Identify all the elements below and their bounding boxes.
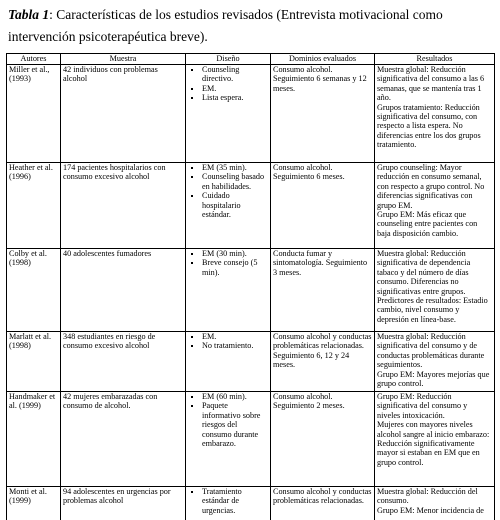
result-line: Grupo EM: Más eficaz que counseling entre pacientes con baja disposición cambio. — [377, 210, 478, 238]
result-line: Muestra global: Reducción significativa del consumo a las 6 semanas, que se mantenía tras 1 año. — [377, 65, 485, 103]
header-diseno: Diseño — [186, 54, 271, 65]
cell-autores: Colby et al. (1998) — [7, 249, 61, 332]
cell-muestra: 94 adolescentes en urgencias por problemas alcohol — [61, 487, 186, 520]
cell-muestra: 348 estudiantes en riesgo de consumo excesivo alcohol — [61, 332, 186, 392]
result-line: Grupos tratamiento: Reducción significativa del consumo, con respecto a lista espera. No diferencias entre los dos grupos tratamiento. — [377, 102, 481, 150]
cell-dominios: Consumo alcohol. Seguimiento 6 semanas y 12 meses. — [271, 65, 375, 163]
table-row — [7, 487, 495, 520]
cell-dominios: Consumo alcohol y conductas problemáticas relacionadas. Seguimiento 6, 12 y 24 meses. — [271, 332, 375, 392]
cell-diseno — [186, 332, 271, 392]
design-item: ▪ EM (30 min). — [202, 249, 268, 258]
caption-text: : Características de los estudios revisados (Entrevista motivacional como intervención psicoterapéutica breve). — [8, 7, 443, 44]
cell-muestra: 42 mujeres embarazadas con consumo de alcohol. — [61, 392, 186, 487]
cell-resultados — [375, 332, 495, 392]
design-item: ▪ Counseling directivo. — [202, 65, 268, 84]
result-line: Muestra global: Reducción significativa del consumo y de conductas problemáticas durante seguimientos. — [377, 332, 485, 370]
cell-resultados — [375, 392, 495, 487]
cell-diseno — [186, 487, 271, 520]
design-item: ▪ No tratamiento. — [202, 341, 268, 350]
cell-diseno — [186, 65, 271, 163]
cell-diseno — [186, 249, 271, 332]
design-item: ▪ Tratamiento estándar de urgencias. — [202, 487, 268, 515]
table-row — [7, 392, 495, 487]
result-line: Mujeres con mayores niveles alcohol sangre al inicio embarazo: Reducción significativamente mayor si estaban en EM que en grupo control. — [377, 420, 490, 467]
cell-resultados — [375, 249, 495, 332]
result-line: Predictores de resultados: Estadio cambio, nivel consumo y depresión en línea-base. — [377, 296, 488, 324]
cell-dominios: Consumo alcohol. Seguimiento 2 meses. — [271, 392, 375, 487]
design-item: ▪ EM. — [202, 84, 268, 93]
design-item: ▪ Counseling basado en habilidades. — [202, 172, 268, 191]
cell-resultados — [375, 163, 495, 249]
table-row — [7, 65, 495, 163]
cell-dominios: Consumo alcohol. Seguimiento 6 meses. — [271, 163, 375, 249]
header-autores: Autores — [7, 54, 61, 65]
header-row — [7, 54, 495, 65]
cell-dominios: Consumo alcohol y conductas problemáticas relacionadas. — [271, 487, 375, 520]
table-row — [7, 249, 495, 332]
design-item: ▪ Lista espera. — [202, 93, 268, 102]
cell-autores: Monti et al. (1999) — [7, 487, 61, 520]
result-line: Grupo counseling: Mayor reducción en consumo semanal, con respecto a grupo control. No diferencias significativas con grupo EM. — [377, 163, 485, 210]
design-item: ▪ EM (35 min). — [202, 163, 268, 172]
studies-table — [6, 53, 495, 520]
cell-diseno — [186, 163, 271, 249]
cell-dominios: Conducta fumar y sintomatología. Seguimiento 3 meses. — [271, 249, 375, 332]
cell-autores: Marlatt et al. (1998) — [7, 332, 61, 392]
header-dominios: Dominios evaluados — [271, 54, 375, 65]
result-line: Grupo EM: Menor incidencia de — [377, 505, 484, 515]
caption-label: Tabla 1 — [8, 7, 50, 22]
cell-resultados — [375, 487, 495, 520]
design-item: ▪ Cuidado hospitalario estándar. — [202, 191, 268, 219]
cell-diseno — [186, 392, 271, 487]
result-line: Grupo EM: Mayores mejorías que grupo control. — [377, 369, 490, 389]
cell-autores: Heather et al. (1996) — [7, 163, 61, 249]
cell-autores: Handmaker et al. (1999) — [7, 392, 61, 487]
cell-muestra: 174 pacientes hospitalarios con consumo excesivo alcohol — [61, 163, 186, 249]
design-item: ▪ EM (60 min). — [202, 392, 268, 401]
result-line: Muestra global: Reducción significativa de dependencia tabaco y del número de días consumo. Diferencias no significativas entre grupos. — [377, 249, 471, 296]
result-line: Grupo EM: Reducción significativa del consumo y niveles intoxicación. — [377, 392, 468, 420]
table-row — [7, 163, 495, 249]
cell-muestra: 40 adolescentes fumadores — [61, 249, 186, 332]
design-item: ▪ EM. — [202, 332, 268, 341]
result-line: Muestra global: Reducción del consumo. — [377, 487, 478, 506]
header-muestra: Muestra — [61, 54, 186, 65]
design-item: ▪ Breve consejo (5 min). — [202, 258, 268, 277]
header-resultados: Resultados — [375, 54, 495, 65]
cell-resultados — [375, 65, 495, 163]
design-item: ▪ Paquete informativo sobre riesgos del consumo durante embarazo. — [202, 401, 268, 448]
table-row — [7, 332, 495, 392]
cell-autores: Miller et al., (1993) — [7, 65, 61, 163]
cell-muestra: 42 individuos con problemas alcohol — [61, 65, 186, 163]
table-caption — [8, 4, 488, 48]
